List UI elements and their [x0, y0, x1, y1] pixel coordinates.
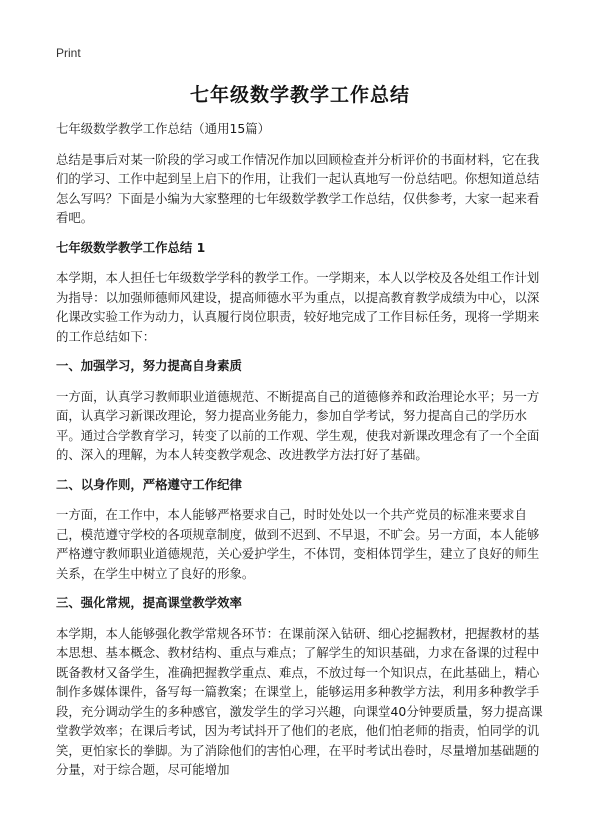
part-paragraph: 一方面，在工作中，本人能够严格要求自己，时时处处以一个共产党员的标准来要求自己，模范遵守学校的各项规章制度，做到不迟到、不早退，不旷会。另一方面，本人能够严格遵守教师职业道德规范，关心爱护学生，不体罚，变相体罚学生，建立了良好的师生关系，在学生中树立了良好的形象。 [56, 507, 540, 581]
article-body [56, 119, 546, 790]
article-subtitle: 七年级数学教学工作总结（通用15篇） [56, 121, 271, 136]
part-paragraph: 本学期，本人能够强化教学常规各环节：在课前深入钻研、细心挖掘教材，把握教材的基本思想、基本概念、教材结构、重点与难点；了解学生的知识基础，力求在备课的过程中既备教材又备学生，准确把握教学重点、难点，不放过每一个知识点，在此基础上，精心制作多媒体课件，备写每一篇教案；在课堂上，能够运用多种教学方法，利用多种教学手段，充分调动学生的多种感官，激发学生的学习兴趣，向课堂40分钟要质量，努力提高课堂教学效率；在课后考试，因为考试抖开了他们的老底，他们怕老师的指责，怕同学的讥笑，更怕家长的拳脚。为了消除他们的害怕心理，在平时考试出卷时，尽量增加基础题的分量，对于综合题，尽可能增加 [56, 625, 543, 777]
part-heading: 一、加强学习，努力提高自身素质 [56, 358, 242, 373]
section-intro-paragraph: 本学期，本人担任七年级数学学科的教学工作。一学期来，本人以学校及各处组工作计划为指导：以加强师德师风建设，提高师德水平为重点，以提高教育教学成绩为中心，以深化课改实验工作为动力，认真履行岗位职责，较好地完成了工作目标任务，现将一学期来的工作总结如下： [56, 270, 540, 344]
part-paragraph: 一方面，认真学习教师职业道德规范、不断提高自己的道德修养和政治理论水平；另一方面，认真学习新课改理论，努力提高业务能力，参加自学考试，努力提高自己的学历水平。通过合学教育学习，转变了以前的工作观、学生观，使我对新课改理念有了一个全面的、深入的理解，为本人转变教学观念、改进教学方法打好了基础。 [56, 388, 540, 462]
intro-paragraph: 总结是事后对某一阶段的学习或工作情况作加以回顾检查并分析评价的书面材料，它在我们的学习、工作中起到呈上启下的作用，让我们一起认真地写一份总结吧。你想知道总结怎么写吗？下面是小编为大家整理的七年级数学教学工作总结，仅供参考，大家一起来看看吧。 [56, 151, 540, 225]
print-link[interactable]: Print [56, 46, 81, 60]
section-title: 七年级数学教学工作总结 1 [56, 239, 206, 255]
page-title: 七年级数学教学工作总结 [189, 84, 410, 106]
part-heading: 三、强化常规，提高课堂教学效率 [56, 595, 242, 610]
part-heading: 二、以身作则，严格遵守工作纪律 [56, 476, 242, 492]
